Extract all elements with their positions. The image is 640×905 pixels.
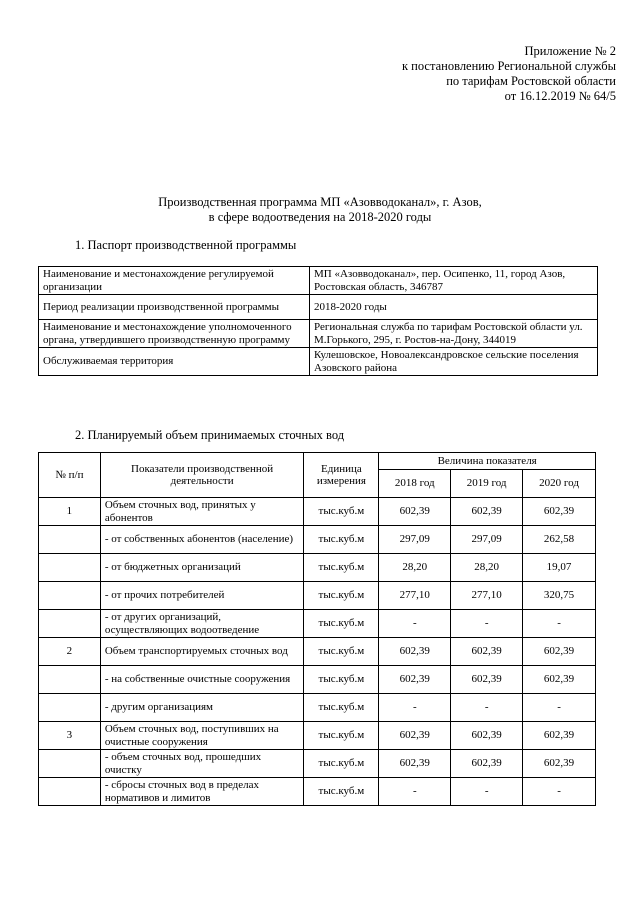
volumes-table <box>38 452 596 806</box>
col-header-2018: 2018 год <box>379 470 451 498</box>
appendix-line-3: по тарифам Ростовской области <box>446 74 616 88</box>
row-num: 1 <box>39 498 101 526</box>
appendix-header <box>402 44 616 104</box>
row-unit: тыс.куб.м <box>304 694 379 722</box>
col-header-num: № п/п <box>39 453 101 498</box>
row-unit: тыс.куб.м <box>304 610 379 638</box>
row-num <box>39 610 101 638</box>
row-value-2018: - <box>379 610 451 638</box>
row-value-2019: 602,39 <box>451 750 523 778</box>
table-row <box>39 750 596 778</box>
row-value-2019: 602,39 <box>451 666 523 694</box>
row-unit: тыс.куб.м <box>304 638 379 666</box>
table-row <box>39 666 596 694</box>
row-num: 3 <box>39 722 101 750</box>
row-num: 2 <box>39 638 101 666</box>
row-indicator: - сбросы сточных вод в пределах нормативов и лимитов <box>100 778 304 806</box>
row-value-2020: 19,07 <box>523 554 596 582</box>
row-value-2018: 602,39 <box>379 722 451 750</box>
document-title <box>0 195 640 225</box>
row-value-2019: - <box>451 610 523 638</box>
row-num <box>39 582 101 610</box>
row-value-2019: - <box>451 694 523 722</box>
row-indicator: - от прочих потребителей <box>100 582 304 610</box>
row-value-2018: 28,20 <box>379 554 451 582</box>
passport-label: Обслуживаемая территория <box>39 348 310 376</box>
passport-table <box>38 266 598 376</box>
row-num <box>39 778 101 806</box>
row-unit: тыс.куб.м <box>304 526 379 554</box>
table-row <box>39 498 596 526</box>
title-line-1: Производственная программа МП «Азовводоканал», г. Азов, <box>158 195 482 209</box>
row-num <box>39 526 101 554</box>
table-row <box>39 348 598 376</box>
header-row <box>39 453 596 470</box>
row-value-2019: 602,39 <box>451 498 523 526</box>
section-1-heading: 1. Паспорт производственной программы <box>75 238 297 252</box>
passport-value: Кулешовское, Новоалександровское сельские поселения Азовского района <box>310 348 598 376</box>
appendix-line-2: к постановлению Региональной службы <box>401 59 616 73</box>
row-value-2019: 277,10 <box>451 582 523 610</box>
row-value-2018: - <box>379 778 451 806</box>
row-value-2020: - <box>523 610 596 638</box>
row-indicator: - на собственные очистные сооружения <box>100 666 304 694</box>
table-row <box>39 778 596 806</box>
table-row <box>39 554 596 582</box>
appendix-line-4: от 16.12.2019 № 64/5 <box>504 89 616 103</box>
passport-value: МП «Азовводоканал», пер. Осипенко, 11, город Азов, Ростовская область, 346787 <box>310 267 598 295</box>
passport-value: Региональная служба по тарифам Ростовской области ул. М.Горького, 295, г. Ростов-на-Дону, 344019 <box>310 320 598 348</box>
row-num <box>39 750 101 778</box>
section-2-heading: 2. Планируемый объем принимаемых сточных вод <box>75 428 345 442</box>
row-value-2019: 297,09 <box>451 526 523 554</box>
row-value-2018: 602,39 <box>379 666 451 694</box>
col-header-2020: 2020 год <box>523 470 596 498</box>
row-value-2020: - <box>523 694 596 722</box>
row-value-2020: 602,39 <box>523 722 596 750</box>
row-value-2019: 28,20 <box>451 554 523 582</box>
passport-label: Наименование и местонахождение уполномоченного органа, утвердившего производственную программу <box>39 320 310 348</box>
row-unit: тыс.куб.м <box>304 498 379 526</box>
table-row <box>39 267 598 295</box>
row-unit: тыс.куб.м <box>304 750 379 778</box>
row-indicator: - объем сточных вод, прошедших очистку <box>100 750 304 778</box>
col-header-value: Величина показателя <box>379 453 596 470</box>
row-value-2020: 602,39 <box>523 638 596 666</box>
row-unit: тыс.куб.м <box>304 778 379 806</box>
row-indicator: - от других организаций, осуществляющих водоотведение <box>100 610 304 638</box>
row-indicator: - от бюджетных организаций <box>100 554 304 582</box>
passport-value: 2018-2020 годы <box>310 295 598 320</box>
row-value-2018: - <box>379 694 451 722</box>
col-header-2019: 2019 год <box>451 470 523 498</box>
row-value-2020: 602,39 <box>523 750 596 778</box>
row-value-2018: 277,10 <box>379 582 451 610</box>
row-value-2019: - <box>451 778 523 806</box>
title-line-2: в сфере водоотведения на 2018-2020 годы <box>208 210 432 224</box>
row-unit: тыс.куб.м <box>304 582 379 610</box>
row-value-2018: 297,09 <box>379 526 451 554</box>
row-num <box>39 694 101 722</box>
row-num <box>39 666 101 694</box>
row-value-2020: - <box>523 778 596 806</box>
row-unit: тыс.куб.м <box>304 722 379 750</box>
col-header-indicator: Показатели производственной деятельности <box>100 453 304 498</box>
row-value-2018: 602,39 <box>379 750 451 778</box>
row-value-2020: 602,39 <box>523 498 596 526</box>
table-row <box>39 610 596 638</box>
table-row <box>39 694 596 722</box>
row-value-2020: 320,75 <box>523 582 596 610</box>
table-row <box>39 582 596 610</box>
table-row <box>39 526 596 554</box>
row-unit: тыс.куб.м <box>304 666 379 694</box>
row-num <box>39 554 101 582</box>
row-value-2019: 602,39 <box>451 722 523 750</box>
table-row <box>39 722 596 750</box>
col-header-unit: Единица измерения <box>304 453 379 498</box>
row-value-2020: 602,39 <box>523 666 596 694</box>
row-unit: тыс.куб.м <box>304 554 379 582</box>
row-indicator: Объем сточных вод, поступивших на очистные сооружения <box>100 722 304 750</box>
table-row <box>39 320 598 348</box>
passport-label: Наименование и местонахождение регулируемой организации <box>39 267 310 295</box>
appendix-line-1: Приложение № 2 <box>524 44 616 58</box>
row-indicator: Объем транспортируемых сточных вод <box>100 638 304 666</box>
table-row <box>39 638 596 666</box>
row-indicator: - от собственных абонентов (население) <box>100 526 304 554</box>
passport-label: Период реализации производственной программы <box>39 295 310 320</box>
row-value-2019: 602,39 <box>451 638 523 666</box>
table-row <box>39 295 598 320</box>
row-indicator: Объем сточных вод, принятых у абонентов <box>100 498 304 526</box>
row-value-2018: 602,39 <box>379 498 451 526</box>
row-value-2020: 262,58 <box>523 526 596 554</box>
row-value-2018: 602,39 <box>379 638 451 666</box>
row-indicator: - другим организациям <box>100 694 304 722</box>
